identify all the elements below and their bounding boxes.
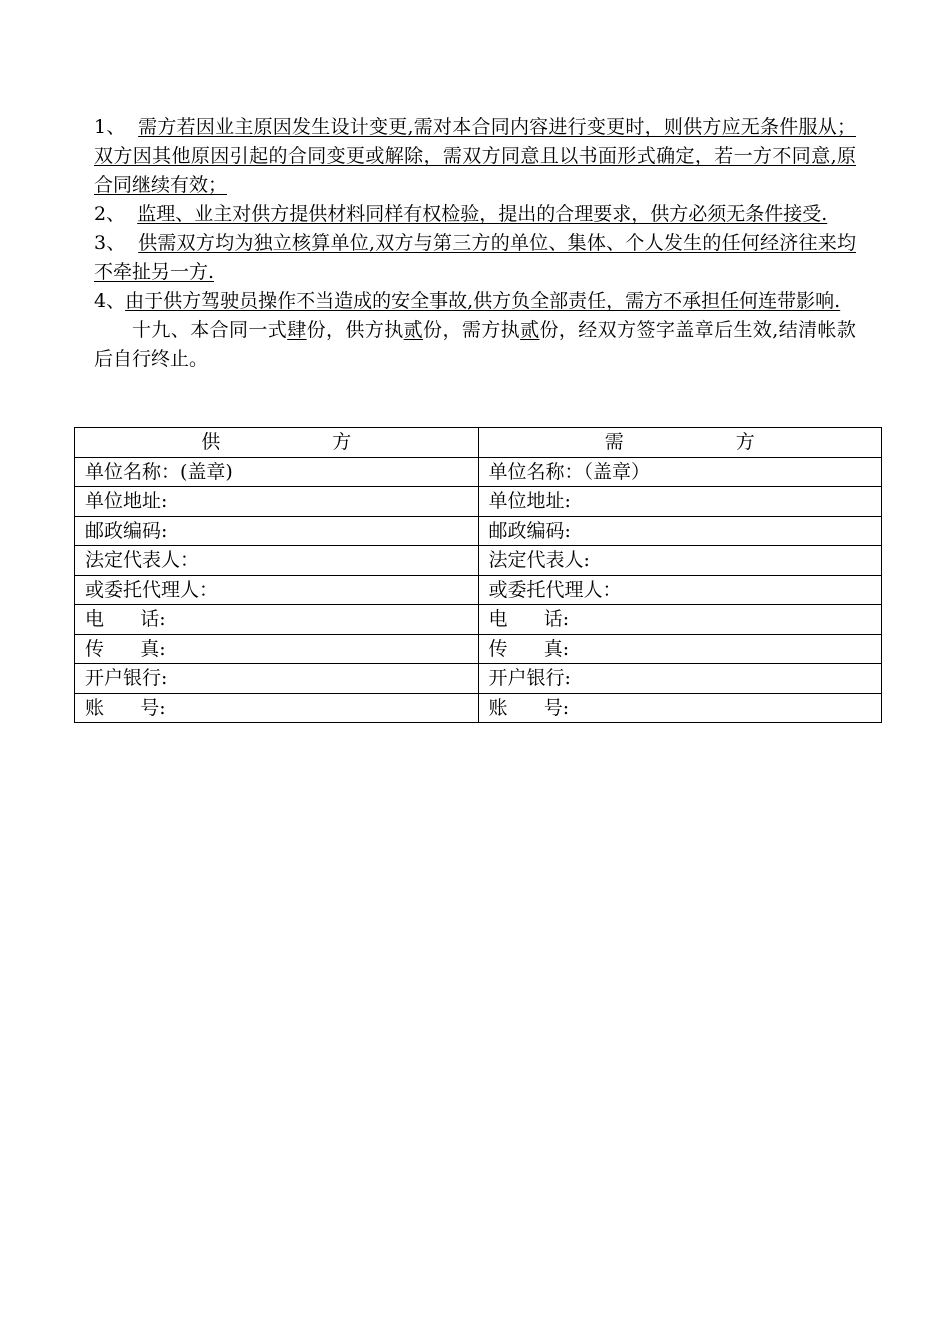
table-row bbox=[75, 457, 882, 487]
table-row bbox=[75, 605, 882, 635]
table-header-row bbox=[75, 428, 882, 458]
supplier-cell: 单位地址: bbox=[75, 487, 479, 517]
supplier-cell: 账 号: bbox=[75, 693, 479, 723]
clause-number: 2、 bbox=[94, 203, 126, 225]
clause-3 bbox=[94, 229, 856, 287]
supplier-cell: 邮政编码: bbox=[75, 516, 479, 546]
table-row bbox=[75, 546, 882, 576]
clause-text: 供需双方均为独立核算单位,双方与第三方的单位、集体、个人发生的任何经济往来均不牵扯另一方. bbox=[94, 232, 856, 283]
table-row bbox=[75, 575, 882, 605]
table-row bbox=[75, 664, 882, 694]
buyer-cell: 传 真: bbox=[478, 634, 882, 664]
buyer-cell: 开户银行: bbox=[478, 664, 882, 694]
copies-buyer: 贰 bbox=[520, 319, 540, 341]
supplier-cell: 或委托代理人： bbox=[75, 575, 479, 605]
article-19-text: 份，供方执 bbox=[306, 319, 404, 341]
buyer-cell: 账 号: bbox=[478, 693, 882, 723]
clause-text: 监理、业主对供方提供材料同样有权检验，提出的合理要求，供方必须无条件接受. bbox=[137, 203, 828, 225]
article-19-text: 份，需方执 bbox=[423, 319, 521, 341]
supplier-cell: 开户银行: bbox=[75, 664, 479, 694]
buyer-cell: 单位名称：（盖章） bbox=[478, 457, 882, 487]
signature-table bbox=[74, 427, 882, 723]
contract-clauses bbox=[94, 113, 856, 374]
article-19 bbox=[94, 316, 856, 374]
article-19-text: 份，经双方签字盖章后生效,结清帐款后自行终止。 bbox=[94, 319, 856, 370]
table-row bbox=[75, 634, 882, 664]
supplier-cell: 单位名称：(盖章) bbox=[75, 457, 479, 487]
buyer-cell: 邮政编码: bbox=[478, 516, 882, 546]
clause-number: 1、 bbox=[94, 116, 126, 138]
copies-total: 肆 bbox=[287, 319, 307, 341]
supplier-cell: 电 话: bbox=[75, 605, 479, 635]
supplier-cell: 法定代表人： bbox=[75, 546, 479, 576]
clause-number: 4、 bbox=[94, 290, 126, 312]
clause-text: 需方若因业主原因发生设计变更,需对本合同内容进行变更时，则供方应无条件服从；双方因其他原因引起的合同变更或解除，需双方同意且以书面形式确定，若一方不同意,原合同继续有效； bbox=[94, 116, 856, 196]
table-row bbox=[75, 693, 882, 723]
table-row bbox=[75, 516, 882, 546]
buyer-cell: 法定代表人: bbox=[478, 546, 882, 576]
buyer-cell: 或委托代理人： bbox=[478, 575, 882, 605]
clause-1 bbox=[94, 113, 856, 200]
clause-4 bbox=[94, 287, 856, 316]
buyer-cell: 单位地址: bbox=[478, 487, 882, 517]
copies-supplier: 贰 bbox=[403, 319, 424, 341]
buyer-header: 需 方 bbox=[478, 428, 882, 458]
clause-text: 由于供方驾驶员操作不当造成的安全事故,供方负全部责任，需方不承担任何连带影响. bbox=[125, 290, 841, 312]
clause-2 bbox=[94, 200, 856, 229]
clause-number: 3、 bbox=[94, 232, 126, 254]
supplier-cell: 传 真: bbox=[75, 634, 479, 664]
buyer-cell: 电 话: bbox=[478, 605, 882, 635]
supplier-header: 供 方 bbox=[75, 428, 479, 458]
table-row bbox=[75, 487, 882, 517]
article-19-text: 十九、本合同一式 bbox=[132, 319, 288, 341]
